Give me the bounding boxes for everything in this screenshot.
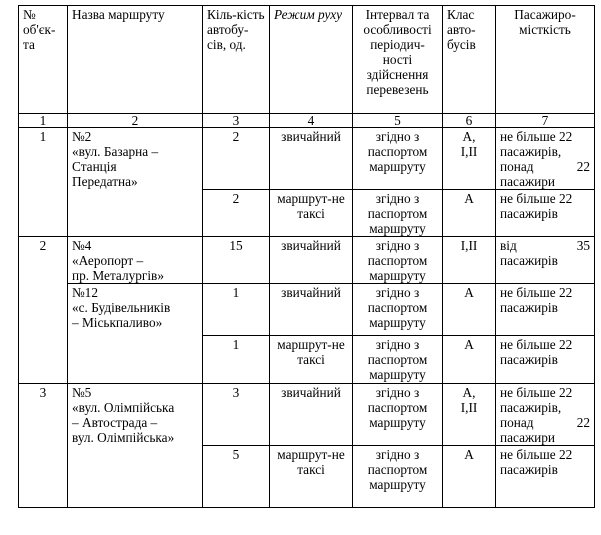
bus-class-line: А,	[462, 129, 476, 144]
capacity-line: не більше 22	[500, 385, 573, 400]
col-number: 4	[270, 114, 353, 128]
capacity-value: 22	[576, 159, 590, 174]
object-number: 1	[19, 128, 68, 237]
header-interval: Інтервал та особливості періодич-ності здійснення перевезень	[353, 6, 443, 114]
capacity-line: не більше 22	[500, 285, 573, 300]
col-number: 2	[68, 114, 203, 128]
capacity	[496, 128, 595, 190]
capacity	[496, 190, 595, 237]
bus-count: 2	[203, 190, 270, 237]
route-name-line: №2	[72, 129, 92, 144]
capacity-line: пасажирів	[500, 300, 558, 315]
routes-table	[18, 5, 595, 508]
bus-class: А	[443, 336, 496, 384]
interval: згідно з паспортом маршруту	[353, 190, 443, 237]
header-mode: Режим руху	[270, 6, 353, 114]
capacity-value: 22	[576, 415, 590, 430]
object-number: 2	[19, 237, 68, 384]
route-name-line: – Міськпаливо»	[72, 315, 163, 330]
capacity-word: понад	[500, 415, 534, 430]
capacity-line	[500, 238, 590, 253]
traffic-mode: звичайний	[270, 237, 353, 284]
header-capacity: Пасажиро-місткість	[496, 6, 595, 114]
bus-class-line: І,ІІ	[460, 144, 478, 159]
bus-class: А	[443, 284, 496, 336]
capacity-line: не більше 22	[500, 447, 573, 462]
traffic-mode: звичайний	[270, 384, 353, 446]
header-bus-class: Клас авто-бусів	[443, 6, 496, 114]
bus-count: 15	[203, 237, 270, 284]
bus-count: 3	[203, 384, 270, 446]
bus-class: А	[443, 190, 496, 237]
traffic-mode: маршрут-не таксі	[270, 446, 353, 508]
interval: згідно з паспортом маршруту	[353, 284, 443, 336]
capacity	[496, 237, 595, 284]
capacity	[496, 384, 595, 446]
capacity	[496, 446, 595, 508]
capacity-line	[500, 159, 590, 174]
col-number: 1	[19, 114, 68, 128]
interval: згідно з паспортом маршруту	[353, 237, 443, 284]
capacity-word: від	[500, 238, 517, 253]
capacity-line: пасажири	[500, 174, 556, 189]
col-number: 3	[203, 114, 270, 128]
capacity	[496, 336, 595, 384]
capacity-line: пасажирів,	[500, 144, 562, 159]
col-number: 6	[443, 114, 496, 128]
route-name-line: пр. Металургів»	[72, 268, 164, 283]
bus-class	[443, 384, 496, 446]
bus-count: 1	[203, 336, 270, 384]
col-number: 7	[496, 114, 595, 128]
route-name-line: «Аеропорт –	[72, 253, 144, 268]
capacity-line: пасажирів	[500, 352, 558, 367]
traffic-mode: маршрут-не таксі	[270, 336, 353, 384]
header-route-name: Назва маршруту	[68, 6, 203, 114]
capacity-line: пасажирів	[500, 206, 558, 221]
bus-class	[443, 128, 496, 190]
route-name	[68, 384, 203, 508]
interval: згідно з паспортом маршруту	[353, 128, 443, 190]
bus-class: А	[443, 446, 496, 508]
table-row	[19, 284, 595, 336]
traffic-mode: звичайний	[270, 284, 353, 336]
header-object-no: № об'єк-та	[19, 6, 68, 114]
bus-class-line: А,	[462, 385, 476, 400]
route-name-line: вул. Олімпійська»	[72, 430, 175, 445]
capacity-line: не більше 22	[500, 191, 573, 206]
capacity-line: пасажирів	[500, 462, 558, 477]
route-name-line: Передатна»	[72, 174, 138, 189]
route-name	[68, 237, 203, 284]
capacity-line: не більше 22	[500, 129, 573, 144]
route-name-line: №5	[72, 385, 92, 400]
route-name-line: №4	[72, 238, 92, 253]
capacity-line: не більше 22	[500, 337, 573, 352]
bus-count: 5	[203, 446, 270, 508]
traffic-mode: маршрут-не таксі	[270, 190, 353, 237]
bus-class: І,ІІ	[443, 237, 496, 284]
interval: згідно з паспортом маршруту	[353, 336, 443, 384]
route-name-line: «вул. Олімпійська	[72, 400, 175, 415]
traffic-mode: звичайний	[270, 128, 353, 190]
route-name-line: «с. Будівельників	[72, 300, 171, 315]
capacity-line: пасажирів,	[500, 400, 562, 415]
column-number-row	[19, 114, 595, 128]
route-name-line: – Автострада –	[72, 415, 158, 430]
capacity-line	[500, 415, 590, 430]
route-name	[68, 284, 203, 384]
route-name-line: №12	[72, 285, 98, 300]
route-name-line: Станція	[72, 159, 117, 174]
bus-class-line: І,ІІ	[460, 400, 478, 415]
interval: згідно з паспортом маршруту	[353, 384, 443, 446]
bus-count: 1	[203, 284, 270, 336]
bus-count: 2	[203, 128, 270, 190]
route-name	[68, 128, 203, 237]
route-name-line: «вул. Базарна –	[72, 144, 159, 159]
header-bus-count: Кіль-кість автобу-сів, од.	[203, 6, 270, 114]
table-row	[19, 128, 595, 190]
table-row	[19, 237, 595, 284]
capacity-value: 35	[576, 238, 590, 253]
capacity-line: пасажири	[500, 430, 556, 445]
capacity-line: пасажирів	[500, 253, 558, 268]
object-number: 3	[19, 384, 68, 508]
col-number: 5	[353, 114, 443, 128]
header-row	[19, 6, 595, 114]
capacity-word: понад	[500, 159, 534, 174]
capacity	[496, 284, 595, 336]
table-row	[19, 384, 595, 446]
interval: згідно з паспортом маршруту	[353, 446, 443, 508]
